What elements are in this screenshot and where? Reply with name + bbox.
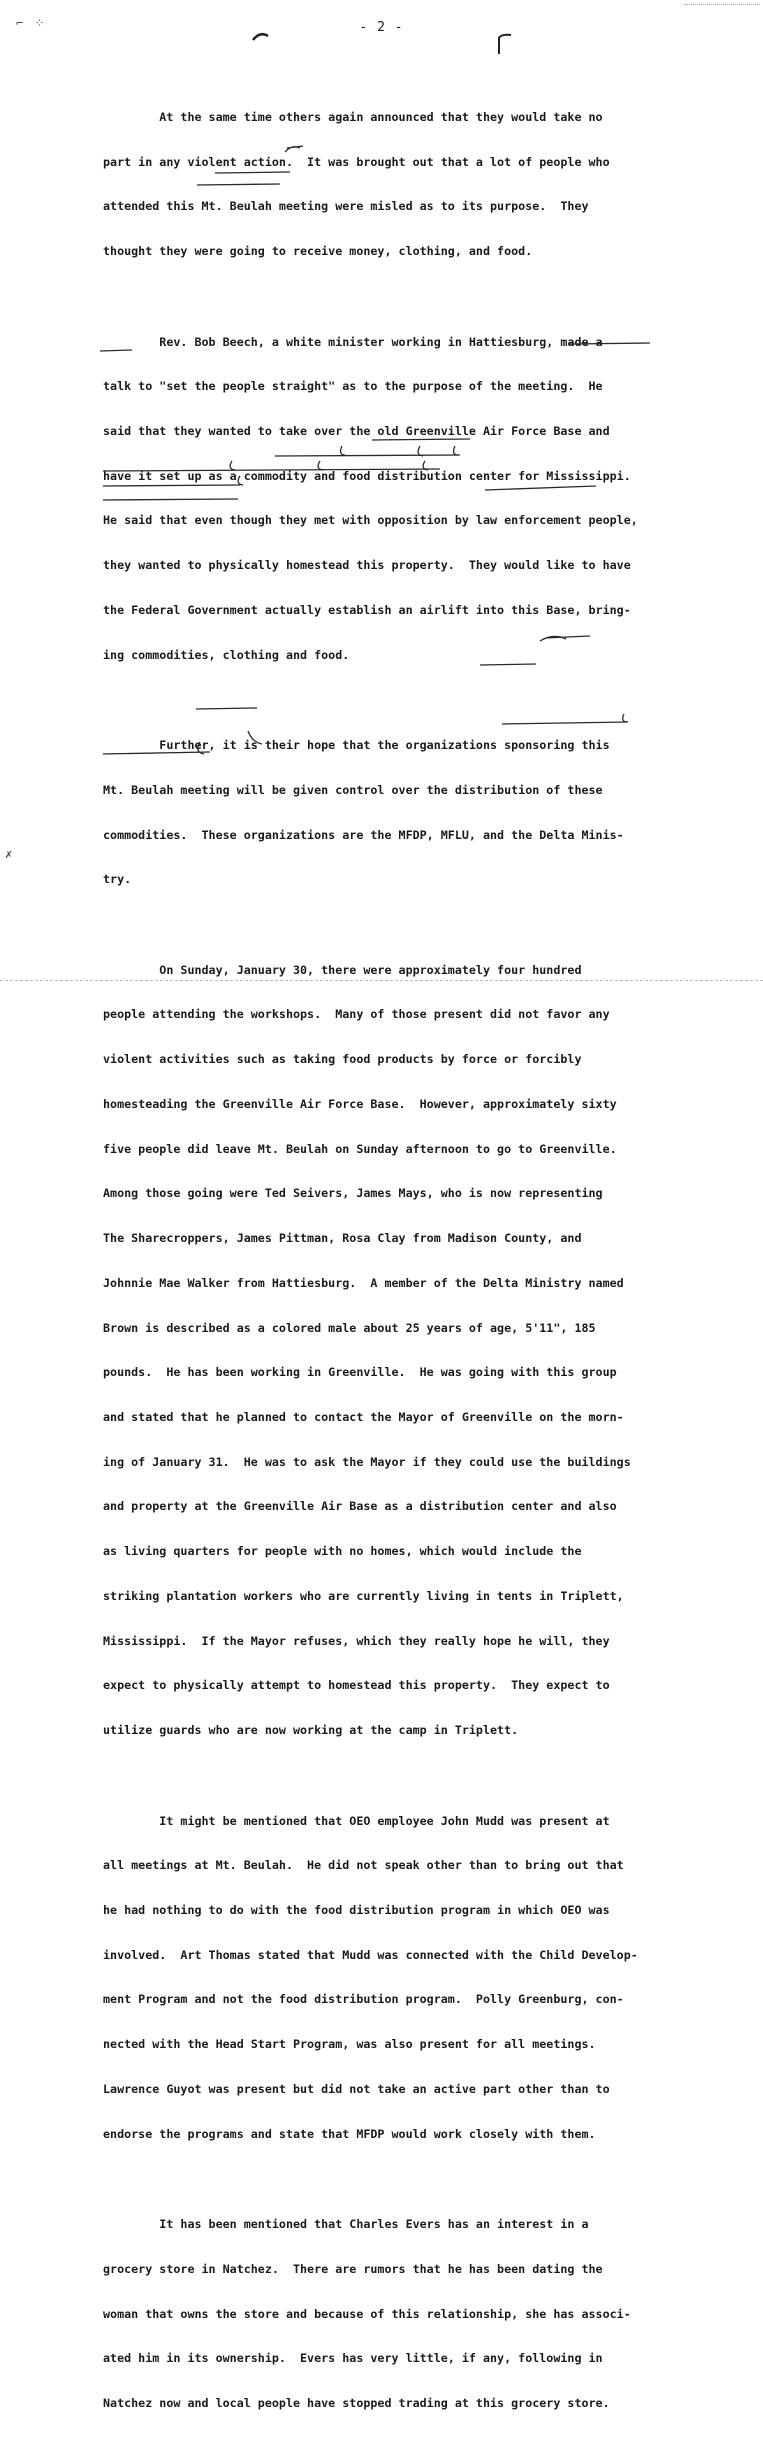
text-line: Among those going were Ted Seivers, James Mays, who is now representing [103,1186,603,1201]
text-line: commodities. These organizations are the MFDP, MFLU, and the Delta Minis- [103,827,624,842]
text-line: grocery store in Natchez. There are rumors that he has been dating the [103,2261,603,2276]
text-line: part in any violent action. It was brought out that a lot of people who [103,154,610,169]
scan-bottom-edge [0,980,763,982]
text-line: It might be mentioned that OEO employee John Mudd was present at [103,1813,610,1828]
text-line: thought they were going to receive money, clothing, and food. [103,243,533,258]
text-line: and property at the Greenville Air Base as a distribution center and also [103,1499,617,1514]
text-line: Rev. Bob Beech, a white minister working in Hattiesburg, made a [103,334,603,349]
scan-artifact-marks: ⌐ ⁘ [16,16,47,30]
text-line: striking plantation workers who are currently living in tents in Triplett, [103,1588,624,1603]
text-line: The Sharecroppers, James Pittman, Rosa Clay from Madison County, and [103,1231,582,1246]
text-line: said that they wanted to take over the old Greenville Air Force Base and [103,423,610,438]
text-line: ment Program and not the food distribution program. Polly Greenburg, con- [103,1992,624,2007]
text-line: have it set up as a commodity and food distribution center for Mississippi. [103,468,631,483]
text-line: ing commodities, clothing and food. [103,647,350,662]
margin-mark: ✗ [5,847,13,861]
paragraph [103,80,663,289]
text-line: five people did leave Mt. Beulah on Sunday afternoon to go to Greenville. [103,1141,617,1156]
text-line: the Federal Government actually establish an airlift into this Base, bring- [103,602,631,617]
text-line: Brown is described as a colored male about 25 years of age, 5'11", 185 [103,1320,596,1335]
text-line: woman that owns the store and because of this relationship, she has associ- [103,2306,631,2321]
text-line: try. [103,872,132,887]
text-line: ated him in its ownership. Evers has very little, if any, following in [103,2351,603,2366]
paragraph [103,2187,663,2440]
text-line: all meetings at Mt. Beulah. He did not speak other than to bring out that [103,1858,624,1873]
text-line: He said that even though they met with opposition by law enforcement people, [103,513,638,528]
text-line: Natchez now and local people have stopped trading at this grocery store. [103,2395,610,2410]
text-line: they wanted to physically homestead this property. They would like to have [103,558,631,573]
text-line: expect to physically attempt to homestead this property. They expect to [103,1678,610,1693]
text-line: utilize guards who are now working at the camp in Triplett. [103,1722,519,1737]
text-line: It has been mentioned that Charles Evers has an interest in a [103,2217,589,2232]
text-line: talk to "set the people straight" as to the purpose of the meeting. He [103,379,603,394]
text-line: and stated that he planned to contact the Mayor of Greenville on the morn- [103,1409,624,1424]
text-line: violent activities such as taking food products by force or forcibly [103,1052,582,1067]
paragraph [103,1784,663,2172]
text-line: On Sunday, January 30, there were approximately four hundred [103,962,582,977]
text-line: attended this Mt. Beulah meeting were misled as to its purpose. They [103,199,589,214]
text-line: Mississippi. If the Mayor refuses, which they really hope he will, they [103,1633,610,1648]
scan-edge-mark [684,4,760,6]
text-line: At the same time others again announced that they would take no [103,109,603,124]
text-line: he had nothing to do with the food distribution program in which OEO was [103,1902,610,1917]
text-line: Lawrence Guyot was present but did not take an active part other than to [103,2081,610,2096]
text-line: pounds. He has been working in Greenville. He was going with this group [103,1365,617,1380]
text-line: nected with the Head Start Program, was also present for all meetings. [103,2037,596,2052]
text-line: people attending the workshops. Many of those present did not favor any [103,1007,610,1022]
paragraph [103,933,663,1768]
text-line: endorse the programs and state that MFDP would work closely with them. [103,2126,596,2141]
paragraph [103,305,663,693]
text-line: ing of January 31. He was to ask the Mayor if they could use the buildings [103,1454,631,1469]
text-line: Mt. Beulah meeting will be given control over the distribution of these [103,782,603,797]
text-line: as living quarters for people with no homes, which would include the [103,1544,582,1559]
text-line: Further, it is their hope that the organizations sponsoring this [103,738,610,753]
document-body [103,80,663,2441]
text-line: Johnnie Mae Walker from Hattiesburg. A member of the Delta Ministry named [103,1275,624,1290]
text-line: homesteading the Greenville Air Force Base. However, approximately sixty [103,1096,617,1111]
page-number: - 2 - [359,20,404,35]
paragraph [103,708,663,917]
text-line: involved. Art Thomas stated that Mudd was connected with the Child Develop- [103,1947,638,1962]
